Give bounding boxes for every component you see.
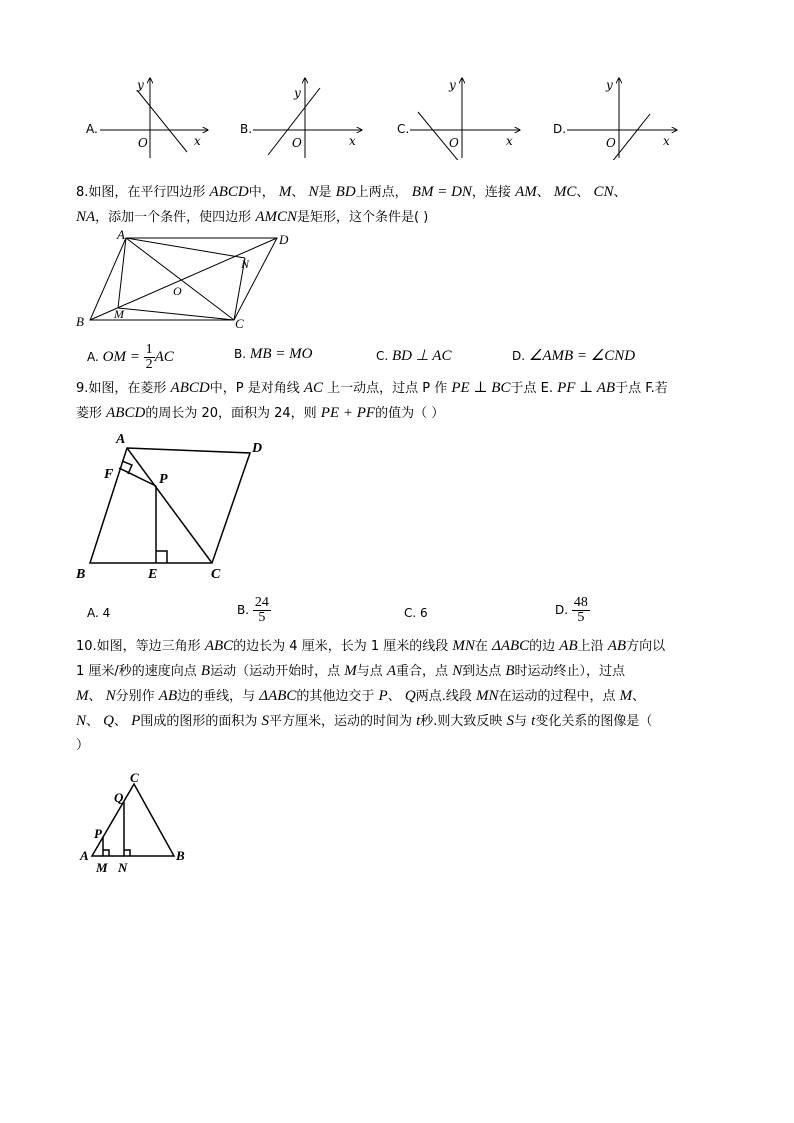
text: 菱形: [76, 406, 107, 421]
q10-line-3: [76, 684, 726, 709]
q8-option-b[interactable]: [234, 346, 312, 363]
q7-graph-d: [567, 78, 677, 160]
q8-line-1: [76, 180, 726, 205]
numerator: 48: [573, 595, 588, 610]
math: A: [386, 663, 397, 679]
q10-figure: [76, 768, 196, 878]
math: ∠AMB = ∠CND: [528, 348, 636, 364]
axis-label-y: y: [606, 78, 613, 92]
text: 上两点，: [355, 185, 412, 200]
fraction: [144, 343, 155, 372]
option-label: D.: [512, 349, 529, 363]
text: 与: [514, 714, 532, 729]
math: PE + PF: [320, 405, 376, 421]
origin-label: O: [449, 136, 459, 150]
point-label-m: M: [96, 860, 108, 875]
text: 、: [632, 689, 646, 704]
q10-line-5: [76, 734, 726, 758]
math: M: [344, 663, 357, 679]
point-label-d: D: [252, 441, 263, 456]
denominator: 5: [258, 610, 266, 625]
text: ）: [76, 738, 90, 753]
q8-option-a[interactable]: [87, 343, 174, 372]
q8-stem: [76, 180, 726, 230]
text: 于点 F.若: [615, 381, 668, 396]
math: AB: [158, 688, 178, 704]
math: NA: [76, 209, 96, 225]
math: t: [531, 713, 536, 729]
point-label-q: Q: [114, 790, 124, 805]
math: PE ⊥ BC: [451, 380, 511, 396]
point-label-n: N: [118, 860, 128, 875]
point-label-a: A: [116, 432, 126, 447]
q7-graph-b: [253, 78, 362, 158]
math: AMCN: [255, 209, 297, 225]
math: B: [200, 663, 211, 679]
q9-line-1: [76, 376, 726, 401]
option-label: D.: [555, 603, 572, 617]
text: 8.如图，在平行四边形: [76, 185, 210, 200]
math: S: [261, 713, 269, 729]
axis-label-y: y: [449, 78, 456, 92]
text: 上一动点，过点 P 作: [323, 381, 452, 396]
denominator: 2: [145, 357, 153, 372]
math: ΔABC: [259, 688, 297, 704]
text: 1 厘米/秒的速度向点: [76, 664, 201, 679]
text: 方向以: [626, 639, 666, 654]
text: 到达点: [462, 664, 506, 679]
text: 、: [387, 689, 405, 704]
point-label-c: C: [211, 567, 221, 582]
text: 的其他边交于: [296, 689, 379, 704]
math: BD: [335, 184, 356, 200]
math: AM: [515, 184, 537, 200]
q9-option-b[interactable]: [237, 596, 271, 625]
math: ABCD: [106, 405, 146, 421]
text: 边的垂线，与: [177, 689, 260, 704]
q9-option-c[interactable]: C. 6: [404, 606, 428, 620]
math: B: [505, 663, 515, 679]
point-label-a: A: [117, 228, 125, 242]
text: 是矩形，这个条件是( ): [296, 210, 429, 225]
text: 的边: [529, 639, 560, 654]
point-label-p: P: [159, 472, 168, 487]
axis-label-x: x: [506, 134, 513, 148]
text: 变化关系的图像是（: [535, 714, 653, 729]
text: ，连接: [471, 185, 516, 200]
option-label: A.: [87, 350, 103, 364]
axis-label-x: x: [194, 134, 201, 148]
text: 围成的图形的面积为: [140, 714, 262, 729]
math: Q: [103, 713, 114, 729]
fraction: [572, 596, 590, 625]
text: 9.如图，在菱形: [76, 381, 171, 396]
q7-option-a-label[interactable]: A.: [86, 122, 98, 136]
text: 秒.则大致反映: [420, 714, 507, 729]
option-label: B.: [234, 347, 250, 361]
point-label-b: B: [176, 848, 185, 863]
q8-line-2: [76, 205, 726, 230]
axis-label-y: y: [137, 78, 144, 92]
text: 中，: [248, 185, 279, 200]
math: MN: [475, 688, 499, 704]
math: ABCD: [170, 380, 210, 396]
text: 平方厘米，运动的时间为: [268, 714, 417, 729]
math: N: [105, 688, 116, 704]
math: ΔABC: [492, 638, 530, 654]
point-label-o: O: [173, 284, 182, 298]
text: 重合，点: [396, 664, 453, 679]
q9-stem: [76, 376, 726, 426]
point-label-m: M: [114, 307, 124, 321]
math: P: [378, 688, 388, 704]
q7-option-c-label[interactable]: C.: [397, 122, 410, 136]
q7-option-d-label[interactable]: D.: [553, 122, 567, 136]
point-label-c: C: [235, 316, 244, 331]
point-label-f: F: [104, 467, 114, 482]
origin-label: O: [606, 136, 616, 150]
origin-label: O: [292, 136, 302, 150]
text: 、: [576, 185, 594, 200]
text: 的边长为 4 厘米，长为 1 厘米的线段: [233, 639, 453, 654]
text: 在运动的过程中，点: [498, 689, 620, 704]
math: MN: [452, 638, 475, 654]
q7-option-b-label[interactable]: B.: [240, 122, 253, 136]
math: MB = MO: [249, 346, 313, 362]
math: M: [278, 184, 292, 200]
math: ABCD: [209, 184, 249, 200]
point-label-b: B: [76, 567, 86, 582]
text: ，添加一个条件，使四边形: [95, 210, 256, 225]
text: 时运动终止），过点: [514, 664, 626, 679]
math: N: [308, 184, 319, 200]
math: CN: [593, 184, 614, 200]
text: 、: [291, 185, 309, 200]
text: 、: [86, 714, 104, 729]
axis-label-x: x: [663, 134, 670, 148]
axis-label-y: y: [294, 86, 301, 100]
denominator: 5: [577, 610, 585, 625]
math: AB: [559, 638, 578, 654]
math: AC: [154, 349, 174, 365]
text: 的周长为 20，面积为 24，则: [145, 406, 321, 421]
math: N: [452, 663, 463, 679]
point-label-n: N: [241, 257, 250, 271]
q8-option-d[interactable]: [512, 346, 635, 365]
point-label-d: D: [279, 232, 289, 247]
text: 分别作: [115, 689, 159, 704]
math: BD ⊥ AC: [392, 348, 452, 364]
math: S: [506, 713, 515, 729]
math: P: [131, 713, 141, 729]
text: 是: [318, 185, 336, 200]
text: 与点: [356, 664, 387, 679]
q7-graphs: [0, 70, 794, 160]
origin-label: O: [138, 136, 148, 150]
point-label-p: P: [94, 826, 102, 841]
math: AC: [303, 380, 323, 396]
math: M: [619, 688, 633, 704]
q9-line-2: [76, 401, 726, 426]
math: MC: [553, 184, 577, 200]
q10-stem: [76, 634, 726, 758]
q10-line-2: [76, 659, 726, 684]
q8-figure: [70, 228, 300, 333]
math: M: [76, 688, 89, 704]
text: 中，P 是对角线: [209, 381, 304, 396]
q7-graph-c: [410, 78, 520, 160]
point-label-c: C: [130, 770, 139, 785]
math: N: [76, 713, 87, 729]
math: ABC: [204, 638, 234, 654]
numerator: 24: [254, 595, 269, 610]
math: OM =: [102, 349, 144, 365]
point-label-b: B: [76, 314, 84, 329]
option-label: B.: [237, 603, 253, 617]
math: AB: [607, 638, 627, 654]
text: 在: [474, 639, 493, 654]
q10-line-4: [76, 709, 726, 734]
text: 的值为（ ）: [375, 406, 445, 421]
q9-figure: [70, 428, 270, 588]
text: 10.如图，等边三角形: [76, 639, 205, 654]
numerator: 1: [145, 342, 153, 357]
math: Q: [404, 688, 416, 704]
text: 、: [536, 185, 554, 200]
text: 两点.线段: [415, 689, 476, 704]
q9-option-a[interactable]: A. 4: [87, 606, 111, 620]
axis-label-x: x: [349, 134, 356, 148]
point-label-a: A: [80, 848, 89, 863]
option-label: C.: [376, 349, 393, 363]
text: 于点 E.: [510, 381, 558, 396]
q7-graph-a: [100, 78, 208, 158]
text: 上沿: [577, 639, 608, 654]
text: 、: [613, 185, 627, 200]
q8-option-c[interactable]: [376, 346, 451, 365]
text: 、: [114, 714, 132, 729]
fraction: [253, 596, 271, 625]
math: PF ⊥ AB: [557, 380, 616, 396]
text: 运动（运动开始时，点: [210, 664, 345, 679]
text: 、: [88, 689, 106, 704]
point-label-e: E: [148, 567, 158, 582]
q9-option-d[interactable]: [555, 596, 590, 625]
math: t: [416, 713, 421, 729]
math: BM = DN: [411, 184, 472, 200]
q10-line-1: [76, 634, 726, 659]
q7-options: [0, 70, 794, 160]
